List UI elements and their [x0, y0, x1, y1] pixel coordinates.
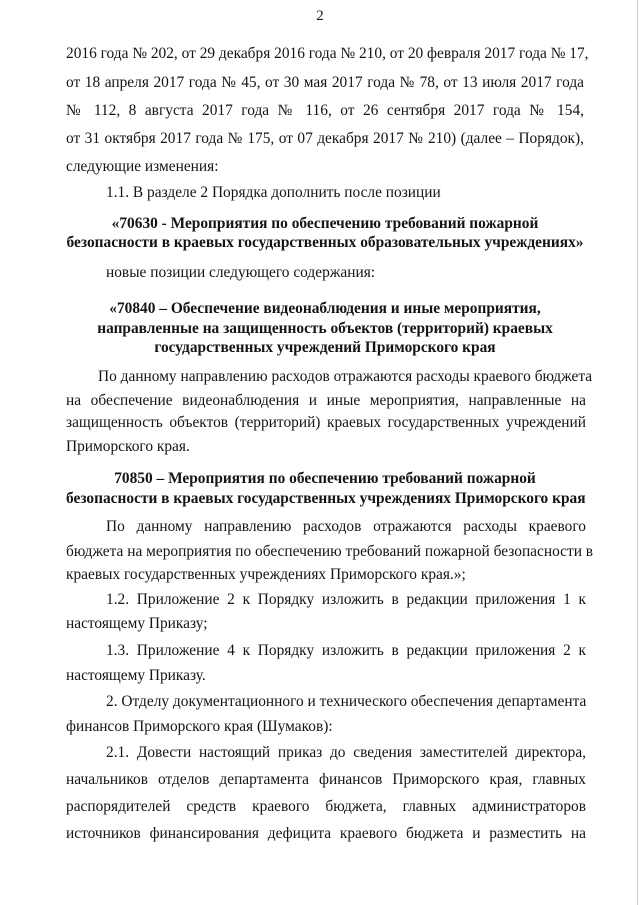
- body-line: настоящему Приказу;: [66, 615, 208, 632]
- body-line: бюджета на мероприятия по обеспечению требований пожарной безопасности в: [66, 543, 594, 560]
- body-line: 1.1. В разделе 2 Порядка дополнить после позиции: [106, 184, 441, 201]
- body-line: Приморского края.: [66, 438, 190, 455]
- body-line: от 31 октября 2017 года № 175, от 07 декабря 2017 № 210) (далее – Порядок),: [66, 130, 584, 147]
- body-line: 1.2. Приложение 2 к Порядку изложить в редакции приложения 1 к: [106, 591, 586, 608]
- body-line: от 18 апреля 2017 года № 45, от 30 мая 2017 года № 78, от 13 июля 2017 года: [66, 74, 584, 91]
- position-heading-line: безопасности в краевых государственных учреждениях Приморского края: [66, 490, 586, 507]
- body-line: 2.1. Довести настоящий приказ до сведения заместителей директора,: [106, 744, 586, 761]
- body-line: защищенность объектов (территорий) краевых государственных учреждений: [66, 414, 586, 431]
- position-heading-line: государственных учреждений Приморского края: [154, 339, 496, 356]
- position-heading-line: «70630 - Мероприятия по обеспечению требований пожарной: [111, 215, 539, 232]
- position-heading-line: 70850 – Мероприятия по обеспечению требований пожарной: [114, 470, 536, 487]
- page-number: 2: [316, 8, 324, 24]
- body-line: № 112, 8 августа 2017 года № 116, от 26 сентября 2017 года № 154,: [66, 102, 584, 119]
- body-line: новые позиции следующего содержания:: [106, 264, 376, 281]
- body-line: 1.3. Приложение 4 к Порядку изложить в редакции приложения 2 к: [106, 642, 586, 659]
- body-line: 2. Отделу документационного и технического обеспечения департамента: [106, 693, 587, 710]
- body-line: 2016 года № 202, от 29 декабря 2016 года № 210, от 20 февраля 2017 года № 17,: [66, 45, 589, 62]
- body-line: настоящему Приказу.: [66, 667, 206, 684]
- position-heading-line: безопасности в краевых государственных образовательных учреждениях»: [66, 234, 584, 251]
- body-line: источников финансирования дефицита краевого бюджета и разместить на: [66, 825, 586, 842]
- body-line: По данному направлению расходов отражаются расходы краевого: [106, 518, 586, 535]
- body-line: финансов Приморского края (Шумаков):: [66, 718, 333, 735]
- position-heading-line: направленные на защищенность объектов (территорий) краевых: [97, 320, 553, 337]
- body-line: По данному направлению расходов отражаются расходы краевого бюджета: [98, 368, 593, 385]
- body-line: следующие изменения:: [66, 158, 219, 175]
- body-line: на обеспечение видеонаблюдения и иные мероприятия, направленные на: [66, 392, 586, 409]
- scan-edge-line: [637, 0, 638, 905]
- body-line: распорядителей средств краевого бюджета, главных администраторов: [66, 798, 586, 815]
- body-line: краевых государственных учреждениях Приморского края.»;: [66, 566, 466, 583]
- body-line: начальников отделов департамента финансов Приморского края, главных: [66, 771, 586, 788]
- position-heading-line: «70840 – Обеспечение видеонаблюдения и иные мероприятия,: [109, 300, 541, 317]
